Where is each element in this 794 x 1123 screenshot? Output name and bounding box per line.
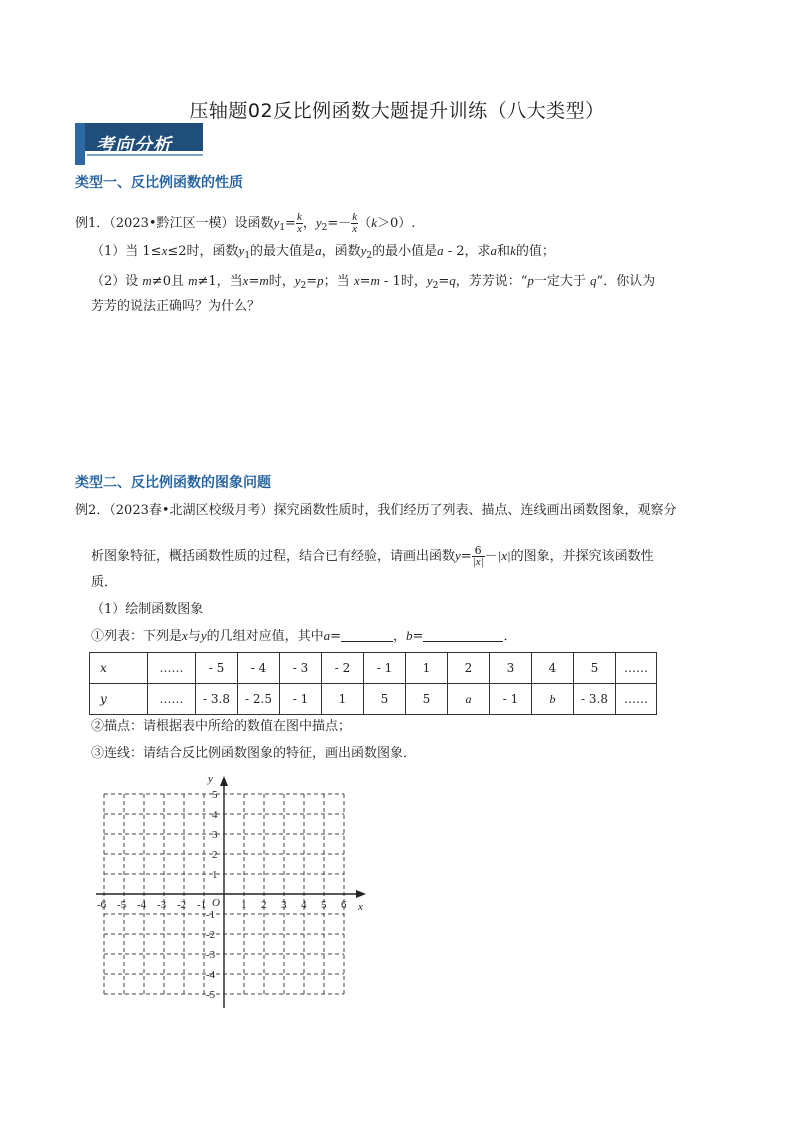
table-cell: …… (148, 684, 196, 715)
table-cell: …… (616, 653, 657, 684)
section-heading-2: 类型二、反比例函数的图象问题 (75, 475, 271, 491)
example-2-line-2: 析图象特征，概括函数性质的过程，结合已有经验，请画出函数y= $\frac{6}{|x|}$ －|x|的图象，并探究该函数性 (91, 544, 654, 568)
x-tick-label: 5 (321, 899, 327, 911)
x-tick-label: -2 (177, 899, 187, 911)
table-cell: 3 (490, 653, 532, 684)
origin-label: O (212, 897, 220, 909)
table-cell: a (448, 684, 490, 715)
table-cell: 5 (406, 684, 448, 715)
section-heading-1: 类型一、反比例函数的性质 (75, 175, 243, 191)
y-tick-label: -3 (206, 949, 216, 961)
blank-b[interactable] (423, 627, 503, 642)
y-tick-label: -5 (206, 989, 216, 1001)
example-1-question-2-cont: 芳芳的说法正确吗？为什么？ (91, 299, 261, 314)
x-tick-label: 2 (261, 899, 267, 911)
y-tick-label: 1 (212, 869, 218, 881)
table-cell: b (532, 684, 574, 715)
table-cell: - 2 (322, 653, 364, 684)
x-tick-label: 3 (281, 899, 287, 911)
step-3-connect: ③连线：请结合反比例函数图象的特征，画出函数图象． (91, 746, 417, 761)
table-cell: - 2.5 (238, 684, 280, 715)
blank-a[interactable] (341, 627, 393, 642)
table-cell: - 5 (196, 653, 238, 684)
tick-labels (97, 773, 363, 1001)
y-axis-arrow (220, 776, 228, 786)
table-cell: 5 (574, 653, 616, 684)
example-1-statement: 例1．（2023•黔江区一模）设函数$y_1=$ $\frac{k}{x}$ ，$y_2=-$ $\frac{k}{x}$ （k＞0）. (75, 211, 416, 235)
x-tick-label: -4 (137, 899, 147, 911)
table-cell: - 1 (364, 653, 406, 684)
table-cell: x (90, 653, 148, 684)
step-2-plot: ②描点：请根据表中所给的数值在图中描点； (91, 719, 352, 734)
axes (96, 776, 366, 1008)
x-tick-label: -3 (157, 899, 167, 911)
x-axis-arrow (356, 890, 366, 898)
table-cell: …… (148, 653, 196, 684)
x-axis-label: x (358, 901, 363, 913)
example-2-line-3: 质． (91, 575, 118, 590)
table-cell: - 1 (490, 684, 532, 715)
table-row (90, 684, 657, 715)
x-tick-label: -1 (197, 899, 207, 911)
x-tick-label: 4 (301, 899, 307, 911)
table-cell: - 1 (280, 684, 322, 715)
y-tick-label: 3 (212, 829, 218, 841)
page-title: 压轴题02反比例函数大题提升训练（八大类型） (189, 100, 605, 122)
example-2-line-1: 例2．（2023春•北湖区校级月考）探究函数性质时，我们经历了列表、描点、连线画出函数图象，观察分 (75, 503, 677, 518)
y-axis-label: y (208, 773, 213, 785)
y-tick-label: -1 (206, 909, 216, 921)
table-row (90, 653, 657, 684)
table-cell: 2 (448, 653, 490, 684)
x-tick-label: 6 (341, 899, 347, 911)
table-cell: 5 (364, 684, 406, 715)
sub-question-1: （1）绘制函数图象 (91, 602, 204, 617)
table-cell: - 3 (280, 653, 322, 684)
table-cell: …… (616, 684, 657, 715)
table-cell: - 3.8 (196, 684, 238, 715)
coordinate-grid[interactable] (88, 768, 388, 1028)
example-1-question-1: （1）当 1≤x≤2时，函数$y_1$的最大值是a，函数$y_2$的最小值是a - 2，求a和k的值； (91, 243, 555, 261)
value-table (89, 652, 657, 715)
x-tick-label: -5 (117, 899, 127, 911)
x-tick-label: -6 (97, 899, 107, 911)
table-cell: 4 (532, 653, 574, 684)
x-tick-label: 1 (241, 899, 247, 911)
example-1-question-2: （2）设 m≠0且 m≠1，当x=m时，$y_2=p$；当 x=m - 1时，$y_2=q$，芳芳说：“p一定大于 q”．你认为 (91, 273, 656, 291)
table-cell: - 3.8 (574, 684, 616, 715)
y-tick-label: 5 (212, 789, 218, 801)
table-cell: 1 (406, 653, 448, 684)
table-cell: y (90, 684, 148, 715)
table-cell: - 4 (238, 653, 280, 684)
banner-label: 考向分析 (96, 135, 172, 156)
y-tick-label: -2 (206, 929, 216, 941)
y-tick-label: -4 (206, 969, 216, 981)
y-tick-label: 4 (212, 809, 218, 821)
y-tick-label: 2 (212, 849, 218, 861)
table-cell: 1 (322, 684, 364, 715)
step-1-list: ①列表：下列是x与y的几组对应值，其中a= ，b= ． (91, 628, 517, 644)
